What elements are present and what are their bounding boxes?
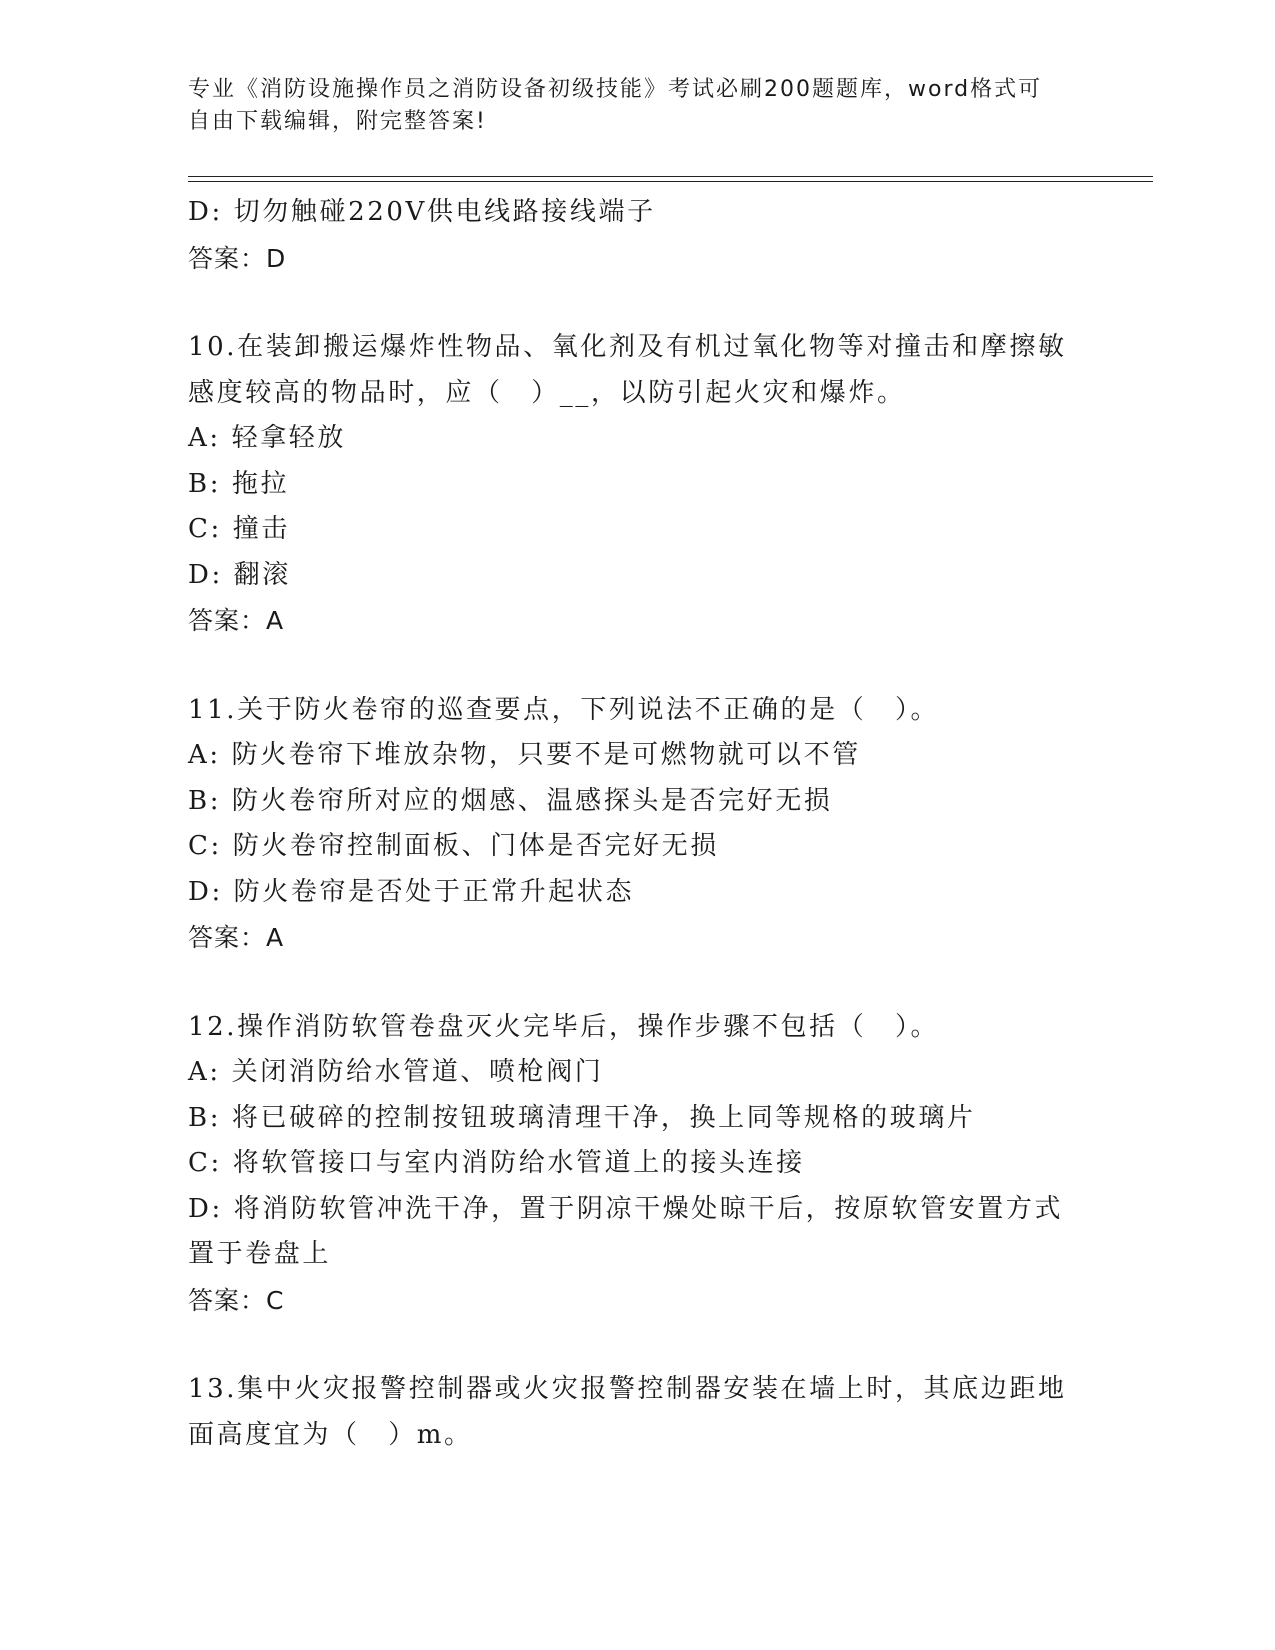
question-stem: 13.集中火灾报警控制器或火灾报警控制器安装在墙上时，其底边距地	[188, 1374, 1067, 1404]
option-b: B: 将已破碎的控制按钮玻璃清理干净，换上同等规格的玻璃片	[188, 1102, 976, 1133]
option-a: A: 防火卷帘下堆放杂物，只要不是可燃物就可以不管	[188, 740, 861, 770]
question-stem: 11.关于防火卷帘的巡查要点，下列说法不正确的是（ ）。	[188, 694, 940, 725]
question-list	[188, 190, 1088, 1458]
question-stem: 12.操作消防软管卷盘灭火完毕后，操作步骤不包括（ ）。	[188, 1011, 940, 1042]
question-13	[188, 1367, 1088, 1458]
question-stem-continued: 面高度宜为（ ）m。	[188, 1419, 473, 1450]
option-c: C: 撞击	[188, 514, 290, 544]
option-b: B: 拖拉	[188, 468, 290, 499]
option-d-continued: 置于卷盘上	[188, 1239, 332, 1269]
question-stem-continued: 感度较高的物品时，应（ ）__，以防引起火灾和爆炸。	[188, 377, 906, 408]
question-12	[188, 1005, 1088, 1324]
answer-label: 答案：A	[188, 923, 285, 952]
answer-label: 答案：A	[188, 606, 285, 635]
header-title-line-2: 自由下载编辑，附完整答案!	[188, 109, 487, 134]
option-a: A: 轻拿轻放	[188, 423, 347, 453]
answer-label: 答案：D	[188, 243, 287, 273]
question-10	[188, 325, 1088, 644]
option-d: D: 切勿触碰220V供电线路接线端子	[188, 197, 656, 227]
header-title-line-1: 专业《消防设施操作员之消防设备初级技能》考试必刷200题题库，word格式可	[188, 77, 1043, 102]
option-d: D: 翻滚	[188, 559, 291, 590]
answer-label: 答案：C	[188, 1285, 285, 1315]
option-d: D: 将消防软管冲洗干净，置于阴凉干燥处晾干后，按原软管安置方式	[188, 1193, 1064, 1224]
option-d: D: 防火卷帘是否处于正常升起状态	[188, 876, 635, 907]
document-header	[188, 74, 1088, 138]
question-9	[188, 190, 1088, 281]
option-c: C: 将软管接口与室内消防给水管道上的接头连接	[188, 1148, 805, 1178]
question-11	[188, 688, 1088, 961]
option-a: A: 关闭消防给水管道、喷枪阀门	[188, 1057, 604, 1087]
option-b: B: 防火卷帘所对应的烟感、温感探头是否完好无损	[188, 785, 833, 816]
question-stem: 10.在装卸搬运爆炸性物品、氧化剂及有机过氧化物等对撞击和摩擦敏	[188, 332, 1067, 362]
header-divider-top	[188, 176, 1153, 177]
header-divider-bottom	[188, 181, 1153, 182]
option-c: C: 防火卷帘控制面板、门体是否完好无损	[188, 831, 719, 861]
